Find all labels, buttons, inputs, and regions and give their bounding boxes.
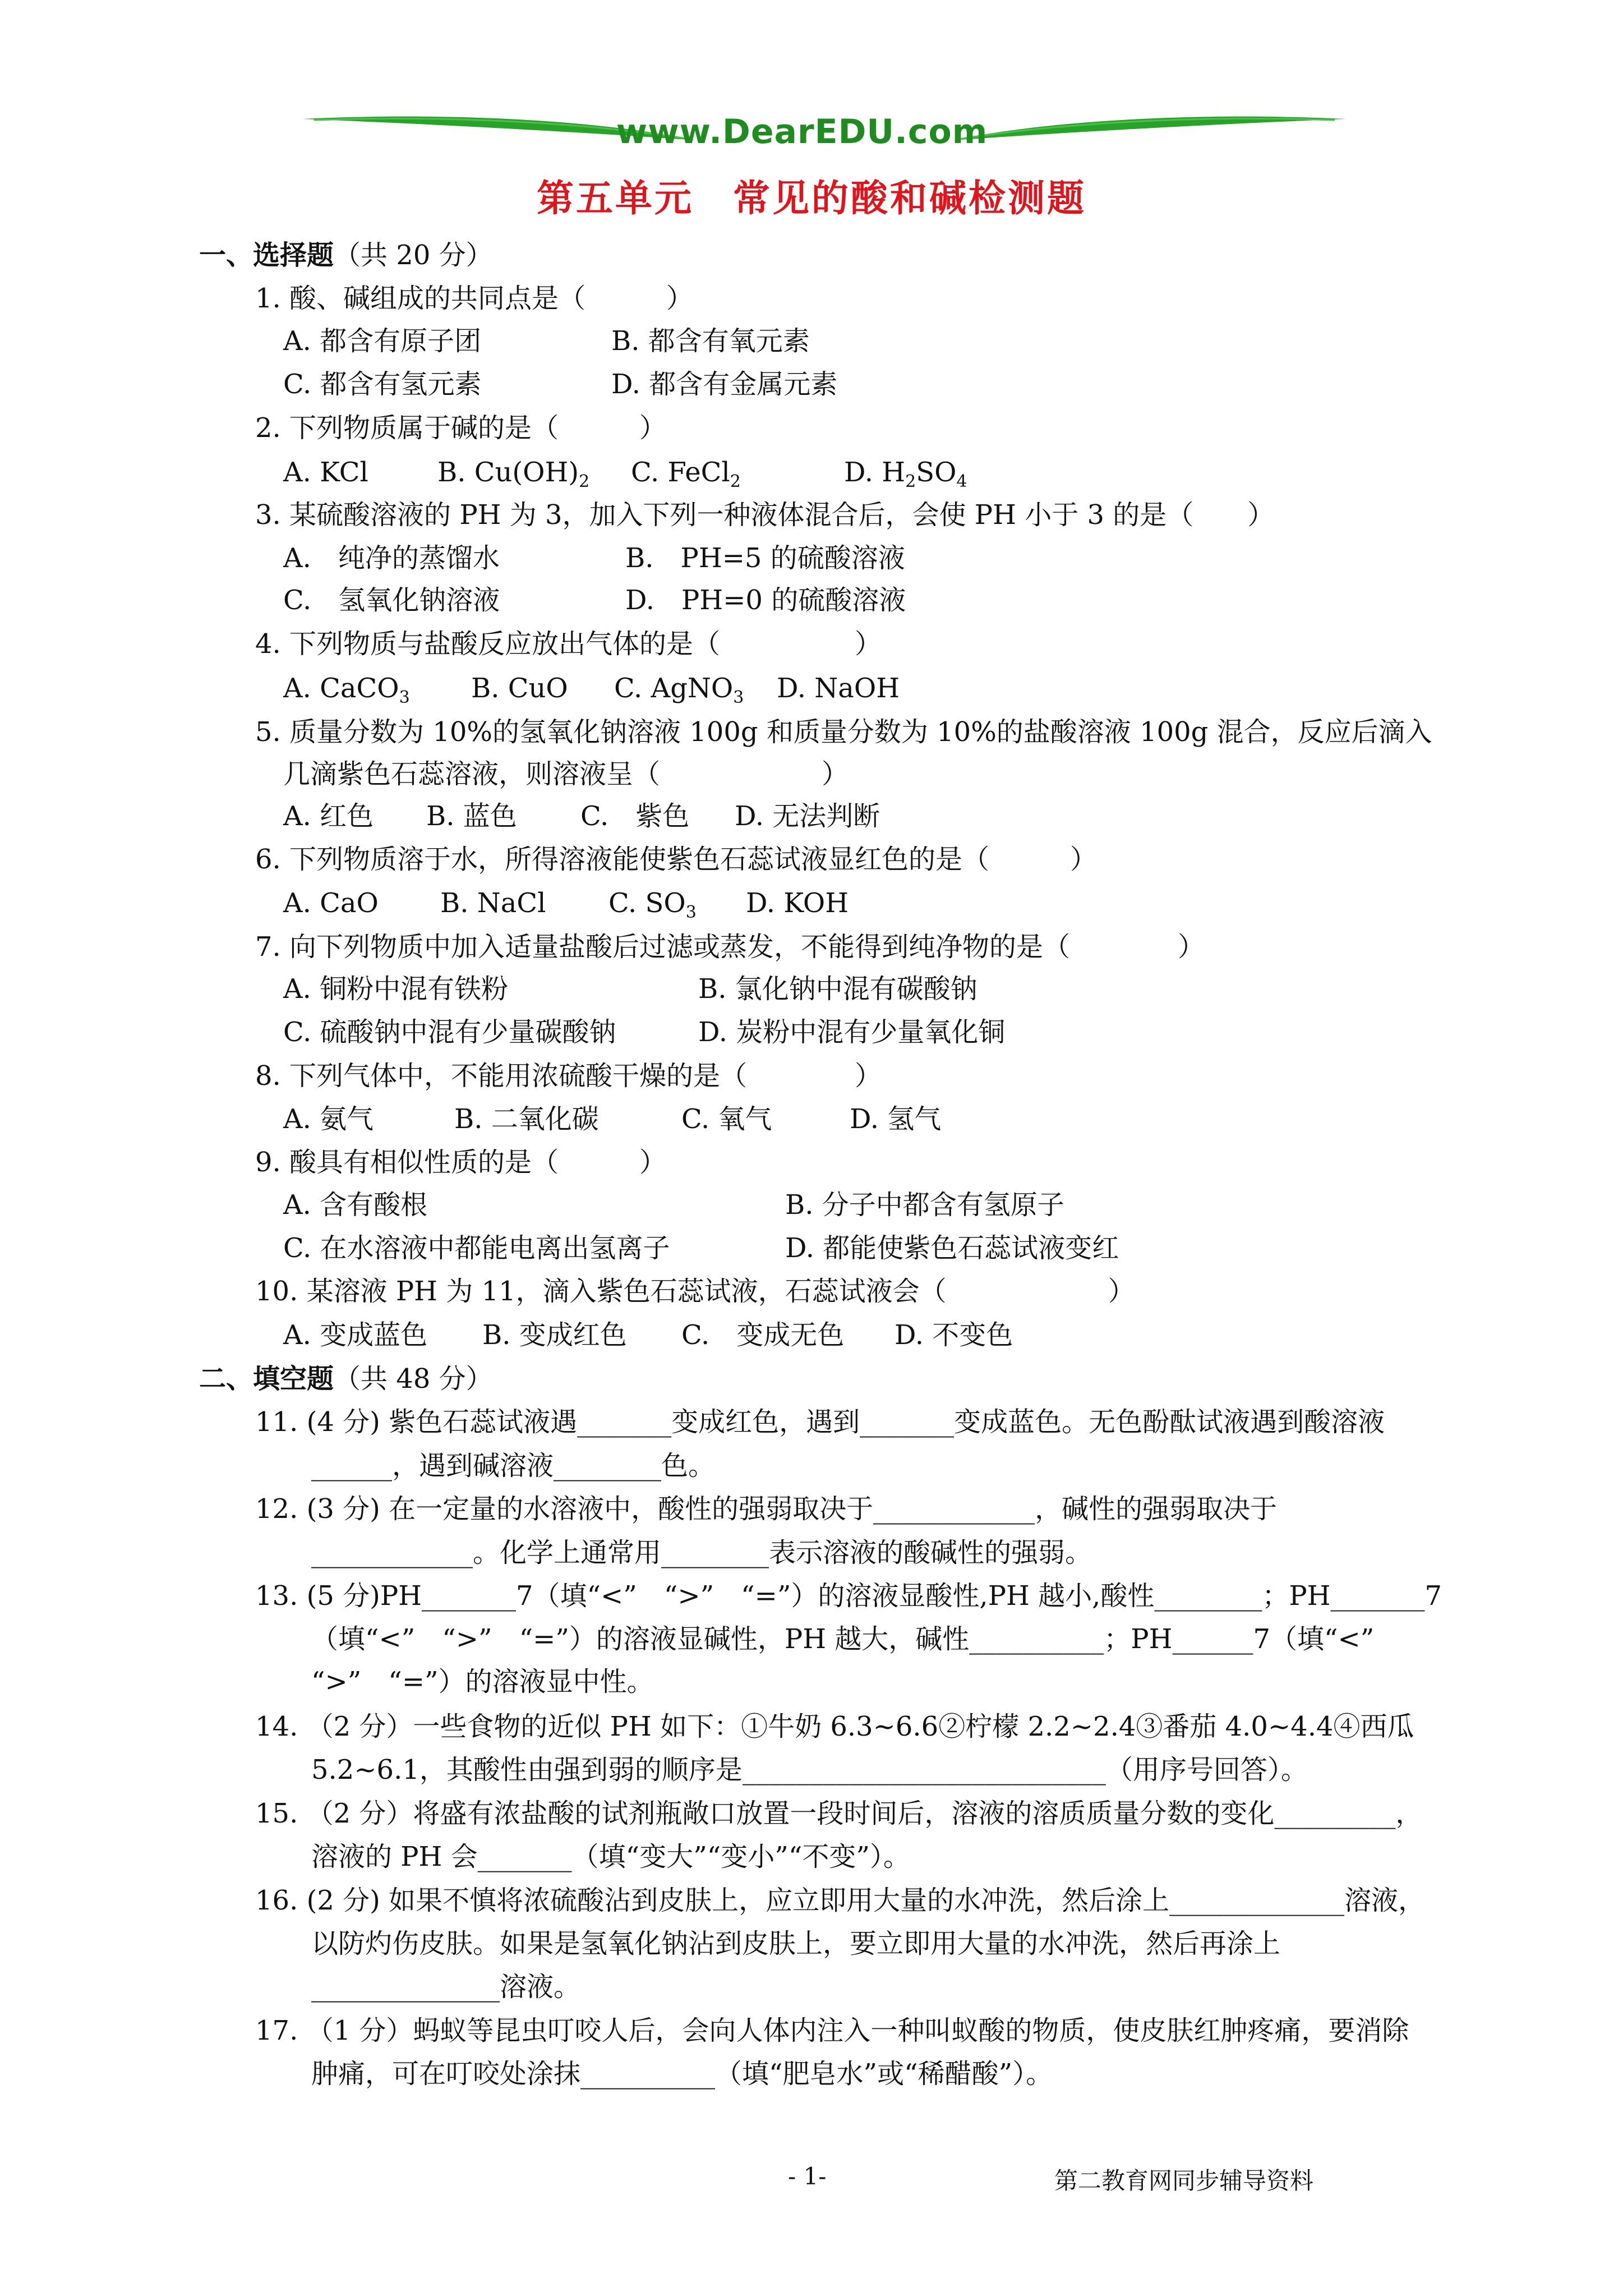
section-label: 二、填空题 <box>199 1363 334 1395</box>
q10-option-d: D. 不变色 <box>895 1319 1013 1351</box>
question-5-stem-cont: 几滴紫色石蕊溶液，则溶液呈（ ） <box>283 758 849 790</box>
q4-option-c: C. AgNO$_3$ <box>614 673 744 707</box>
q7-option-c: C. 硫酸钠中混有少量碳酸钠 <box>283 1016 616 1048</box>
q2-option-c: C. FeCl$_2$ <box>631 457 741 491</box>
q5-option-b: B. 蓝色 <box>426 800 517 832</box>
q6-option-b: B. NaCl <box>440 887 546 919</box>
question-3-stem: 3. 某硫酸溶液的 PH 为 3，加入下列一种液体混合后，会使 PH 小于 3 的是（ ） <box>255 499 1275 531</box>
q7-option-a: A. 铜粉中混有铁粉 <box>283 973 509 1005</box>
q2-option-d: D. $H_2SO_4$ <box>844 457 967 491</box>
site-logo-text: www.DearEDU.com <box>616 112 988 151</box>
section-heading-choice <box>199 238 493 272</box>
question-17-line-1: 17. （1 分）蚂蚁等昆虫叮咬人后，会向人体内注入一种叫蚁酸的物质，使皮肤红肿疼痛，要消除 <box>255 2015 1409 2046</box>
q3-option-c: C. 氢氧化钠溶液 <box>283 585 500 616</box>
page-title: 第五单元 常见的酸和碱检测题 <box>537 176 1086 220</box>
question-13-line-3: “>” “=”）的溶液显中性。 <box>311 1666 654 1697</box>
q6-option-a: A. CaO <box>283 887 379 919</box>
q3-option-d: D. PH=0 的硫酸溶液 <box>625 585 906 616</box>
question-6-stem: 6. 下列物质溶于水，所得溶液能使紫色石蕊试液显红色的是（ ） <box>255 844 1098 875</box>
q5-option-a: A. 红色 <box>283 800 374 832</box>
q5-option-d: D. 无法判断 <box>735 800 880 832</box>
q3-option-a: A. 纯净的蒸馏水 <box>283 542 500 574</box>
q1-option-a: A. 都含有原子团 <box>283 325 482 357</box>
q9-option-d: D. 都能使紫色石蕊试液变红 <box>785 1232 1119 1264</box>
page-number: - 1- <box>788 2162 827 2190</box>
section-heading-fill <box>199 1362 493 1396</box>
question-12-line-1: 12. (3 分) 在一定量的水溶液中，酸性的强弱取决于____________，碱性的强弱取决于 <box>255 1493 1278 1525</box>
q4-option-a: A. CaCO$_3$ <box>283 673 410 707</box>
q8-option-a: A. 氨气 <box>283 1103 374 1135</box>
question-13-line-2: （填“<” “>” “=”）的溶液显碱性，PH 越大，碱性__________；PH______7（填“<” <box>311 1623 1375 1655</box>
q10-option-c: C. 变成无色 <box>681 1319 845 1351</box>
question-13-line-1: 13. (5 分)PH_______7（填“<” “>” “=”）的溶液显酸性,PH 越小,酸性________；PH_______7 <box>255 1580 1442 1612</box>
q7-option-d: D. 炭粉中混有少量氧化铜 <box>698 1016 1006 1048</box>
q6-option-c: C. $SO_3$ <box>608 887 697 922</box>
question-14-line-1: 14. （2 分）一些食物的近似 PH 如下：①牛奶 6.3~6.6②柠檬 2.2~2.4③番茄 4.0~4.4④西瓜 <box>255 1711 1414 1742</box>
q9-option-c: C. 在水溶液中都能电离出氢离子 <box>283 1232 670 1264</box>
q4-option-d: D. NaOH <box>777 673 900 704</box>
q8-option-d: D. 氢气 <box>850 1103 942 1135</box>
q10-option-a: A. 变成蓝色 <box>283 1319 428 1351</box>
q8-option-b: B. 二氧化碳 <box>454 1103 599 1135</box>
q1-option-b: B. 都含有氧元素 <box>611 325 810 357</box>
question-1-stem: 1. 酸、碱组成的共同点是（ ） <box>255 283 694 314</box>
q1-option-d: D. 都含有金属元素 <box>611 369 838 400</box>
q9-option-b: B. 分子中都含有氢原子 <box>785 1189 1064 1221</box>
q6-option-d: D. KOH <box>746 887 849 919</box>
question-9-stem: 9. 酸具有相似性质的是（ ） <box>255 1147 667 1178</box>
question-2-stem: 2. 下列物质属于碱的是（ ） <box>255 412 667 444</box>
question-15-line-2: 溶液的 PH 会_______（填“变大”“变小”“不变”）。 <box>311 1841 910 1872</box>
q10-option-b: B. 变成红色 <box>482 1319 627 1351</box>
question-16-line-2: 以防灼伤皮肤。如果是氢氧化钠沾到皮肤上，要立即用大量的水冲洗，然后再涂上 <box>311 1928 1281 1959</box>
question-11-line-1: 11. (4 分) 紫色石蕊试液遇_______变成红色，遇到_______变成蓝色。无色酚酞试液遇到酸溶液 <box>255 1406 1385 1438</box>
q7-option-b: B. 氯化钠中混有碳酸钠 <box>698 973 978 1005</box>
q5-option-c: C. 紫色 <box>580 800 690 832</box>
q9-option-a: A. 含有酸根 <box>283 1189 428 1221</box>
question-15-line-1: 15. （2 分）将盛有浓盐酸的试剂瓶敞口放置一段时间后，溶液的溶质质量分数的变化_________， <box>255 1798 1423 1829</box>
q1-option-c: C. 都含有氢元素 <box>283 369 482 400</box>
section-points: （共 48 分） <box>334 1363 493 1395</box>
q3-option-b: B. PH=5 的硫酸溶液 <box>625 542 905 574</box>
question-16-line-1: 16. (2 分) 如果不慎将浓硫酸沾到皮肤上，应立即用大量的水冲洗，然后涂上_____________溶液， <box>255 1885 1426 1916</box>
q2-option-b: B. $Cu(OH)_2$ <box>437 457 590 491</box>
section-points: （共 20 分） <box>334 240 493 271</box>
q2-option-a: A. KCl <box>283 457 368 488</box>
question-5-stem: 5. 质量分数为 10%的氢氧化钠溶液 100g 和质量分数为 10%的盐酸溶液 100g 混合，反应后滴入 <box>255 716 1432 748</box>
section-label: 一、选择题 <box>199 240 334 271</box>
footer-source: 第二教育网同步辅导资料 <box>1054 2167 1314 2194</box>
question-11-line-2: ______，遇到碱溶液________色。 <box>311 1450 716 1481</box>
question-4-stem: 4. 下列物质与盐酸反应放出气体的是（ ） <box>255 628 882 660</box>
question-8-stem: 8. 下列气体中，不能用浓硫酸干燥的是（ ） <box>255 1060 882 1092</box>
q8-option-c: C. 氧气 <box>681 1103 772 1135</box>
question-7-stem: 7. 向下列物质中加入适量盐酸后过滤或蒸发，不能得到纯净物的是（ ） <box>255 931 1205 963</box>
question-10-stem: 10. 某溶液 PH 为 11，滴入紫色石蕊试液，石蕊试液会（ ） <box>255 1276 1135 1307</box>
question-17-line-2: 肿痛，可在叮咬处涂抹__________（填“肥皂水”或“稀醋酸”）。 <box>311 2058 1053 2090</box>
question-12-line-2: ____________。化学上通常用________表示溶液的酸碱性的强弱。 <box>311 1537 1092 1568</box>
question-14-line-2: 5.2~6.1，其酸性由强到弱的顺序是___________________________（用序号回答）。 <box>311 1754 1308 1786</box>
q4-option-b: B. CuO <box>471 673 568 704</box>
question-16-line-3: ______________溶液。 <box>311 1971 581 2003</box>
